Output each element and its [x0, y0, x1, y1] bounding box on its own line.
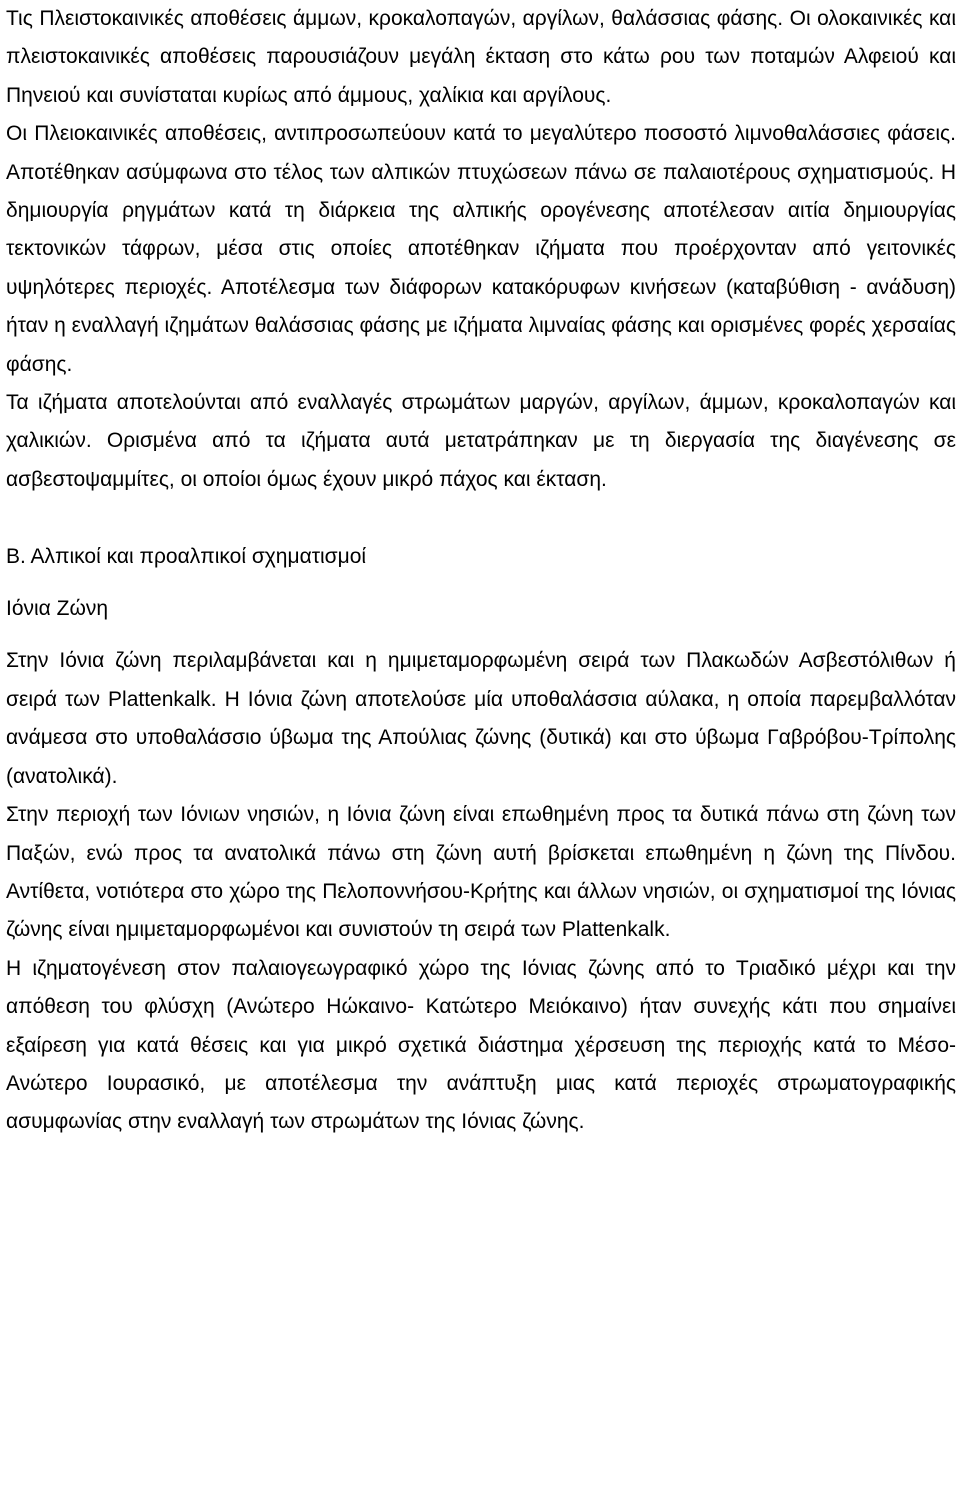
heading-gap: [6, 576, 956, 590]
paragraph-pleistocene: Τις Πλειστοκαινικές αποθέσεις άμμων, κροκαλοπαγών, αργίλων, θαλάσσιας φάσης. Οι ολοκαινικές και πλειστοκαινικές αποθέσεις παρουσιάζουν μεγάλη έκταση στο κάτω ρου των ποταμών Αλφειού και Πηνειού και συνίσταται κυρίως από άμμους, χαλίκια και αργίλους.: [6, 7, 956, 107]
paragraph-ionian-zone: Στην Ιόνια ζώνη περιλαμβάνεται και η ημιμεταμορφωμένη σειρά των Πλακωδών Ασβεστόλιθων ή σειρά των Plattenkalk. Η Ιόνια ζώνη αποτελούσε μία υποθαλάσσια αύλακα, η οποία παρεμβαλλόταν ανάμεσα στο υποθαλάσσιο ύβωμα της Απούλιας ζώνης (δυτικά) και στο ύβωμα Γαβρόβου-Τρίπολης (ανατολικά).: [6, 649, 956, 788]
document-page: [6, 0, 956, 1142]
heading-gap: [6, 628, 956, 642]
blank-line: [6, 499, 956, 537]
section-heading: Β. Αλπικοί και προαλπικοί σχηματισμοί: [6, 544, 367, 568]
paragraph-sediments: Τα ιζήματα αποτελούνται από εναλλαγές στρωμάτων μαργών, αργίλων, άμμων, κροκαλοπαγών και χαλικιών. Ορισμένα από τα ιζήματα αυτά μετατράπηκαν με τη διεργασία της διαγένεσης σε ασβεστοψαμμίτες, οι οποίοι όμως έχουν μικρό πάχος και έκταση.: [6, 391, 956, 491]
paragraph-sedimentation: Η ιζηματογένεση στον παλαιογεωγραφικό χώρο της Ιόνιας ζώνης από το Τριαδικό μέχρι και την απόθεση του φλύσχη (Ανώτερο Ηώκαινο- Κατώτερο Μειόκαινο) ήταν συνεχής κάτι που σημαίνει εξαίρεση για κατά θέσεις και για μικρό σχετικά διάστημα χέρσευση της περιοχής κατά το Μέσο-Ανώτερο Ιουρασικό, με αποτέλεσμα την ανάπτυξη μιας κατά περιοχές στρωματογραφικής ασυμφωνίας στην εναλλαγή των στρωμάτων της Ιόνιας ζώνης.: [6, 956, 956, 1134]
paragraph-ionian-islands: Στην περιοχή των Ιόνιων νησιών, η Ιόνια ζώνη είναι επωθημένη προς τα δυτικά πάνω στη ζώνη των Παξών, ενώ προς τα ανατολικά πάνω στη ζώνη αυτή βρίσκεται επωθημένη η ζώνη της Πίνδου. Αντίθετα, νοτιότερα στο χώρο της Πελοποννήσου-Κρήτης και άλλων νησιών, οι σχηματισμοί της Ιόνιας ζώνης είναι ημιμεταμορφωμένοι και συνιστούν τη σειρά των Plattenkalk.: [6, 803, 956, 942]
subsection-heading: Ιόνια Ζώνη: [6, 597, 109, 621]
paragraph-pliocene: Οι Πλειοκαινικές αποθέσεις, αντιπροσωπεύουν κατά το μεγαλύτερο ποσοστό λιμνοθαλάσσιες φάσεις. Αποτέθηκαν ασύμφωνα στο τέλος των αλπικών πτυχώσεων πάνω σε παλαιοτέρους σχηματισμούς. Η δημιουργία ρηγμάτων κατά τη διάρκεια της αλπικής ορογένεσης αποτέλεσαν αιτία δημιουργίας τεκτονικών τάφρων, μέσα στις οποίες αποτέθηκαν ιζήματα που προέρχονταν από γειτονικές υψηλότερες περιοχές. Αποτέλεσμα των διάφορων κατακόρυφων κινήσεων (καταβύθιση - ανάδυση) ήταν η εναλλαγή ιζημάτων θαλάσσιας φάσης με ιζήματα λιμναίας φάσης και ορισμένες φορές χερσαίας φάσης.: [6, 122, 956, 376]
